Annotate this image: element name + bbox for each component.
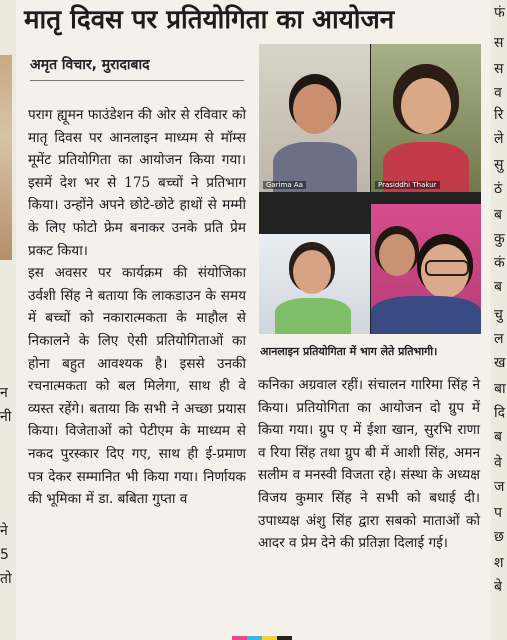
print-registration-marks	[232, 636, 292, 640]
edge-fragment: ब	[494, 429, 502, 445]
edge-fragment: ब	[494, 207, 502, 223]
edge-fragment: प	[494, 505, 502, 521]
edge-fragment: ठं	[494, 181, 503, 197]
adjacent-column-right	[491, 0, 507, 640]
edge-fragment: ने	[0, 523, 8, 539]
edge-fragment: दि	[494, 405, 506, 421]
edge-fragment: बा	[494, 381, 506, 397]
edge-fragment: बे	[494, 579, 502, 595]
paragraph: कनिका अग्रवाल रहीं। संचालन गारिमा सिंह ने किया। प्रतियोगिता का आयोजन दो ग्रुप में किया गया। ग्रुप ए में ईशा खान, सुरभि राणा व रिया सिंह तथा ग्रुप बी में आशी सिंह, अमन सलीम व मनस्वी विजता रहे। संस्था के अध्यक्ष विजय कुमार सिंह ने सभी को बधाई दी। उपाध्यक्ष अंशु सिंह द्वारा सबको माताओं को आदर व प्रेम देने की प्रतिज्ञा दिलाई गई।	[258, 377, 480, 552]
edge-fragment: रि	[494, 107, 504, 123]
headline: मातृ दिवस पर प्रतियोगिता का आयोजन	[24, 5, 395, 35]
photo-caption: आनलाइन प्रतियोगिता में भाग लेते प्रतिभागी।	[260, 345, 438, 358]
edge-fragment: कं	[494, 255, 505, 271]
edge-fragment: छ	[494, 529, 504, 545]
edge-fragment: ख	[494, 355, 506, 371]
adjacent-column-left	[0, 0, 16, 640]
article-column-1	[28, 104, 246, 511]
edge-fragment: न	[0, 385, 8, 401]
edge-fragment: ज	[494, 479, 505, 495]
edge-fragment: स	[494, 61, 504, 77]
edge-fragment: 5	[0, 547, 9, 563]
participant-tile	[259, 234, 370, 334]
video-call-photo	[259, 44, 481, 334]
byline: अमृत विचार, मुरादाबाद	[30, 57, 150, 73]
participant-tile	[371, 44, 481, 192]
edge-fragment: वे	[494, 455, 502, 471]
participant-tile	[371, 204, 481, 334]
edge-fragment: श	[494, 555, 504, 571]
edge-fragment: ब	[494, 279, 502, 295]
edge-fragment: फं	[494, 5, 505, 21]
paragraph: इस अवसर पर कार्यक्रम की संयोजिका उर्वशी सिंह ने बताया कि लाकडाउन के समय में बच्चों को नकारात्मकता के माहौल से निकालने के लिए ऐसी प्रतियोगिताओं का होना बहुत आवश्यक है। इससे उनकी रचनात्मकता को बल मिलेगा, साथ ही वे व्यस्त रहेंगे। बताया कि सभी ने अच्छा प्रयास किया। विजेताओं को पेटीएम के माध्यम से नकद पुरस्कार दिए गए, साथ ही ई-प्रमाण पत्र देकर सम्मानित भी किया गया। निर्णायक की भूमिका में डा. बबिता गुप्ता व	[28, 265, 246, 508]
edge-fragment: व	[494, 85, 502, 101]
edge-fragment: सु	[494, 157, 504, 173]
edge-fragment: नी	[0, 409, 12, 425]
participant-name: Garima Aa	[263, 181, 306, 189]
edge-fragment: स	[494, 35, 504, 51]
edge-fragment: ल	[494, 331, 504, 347]
edge-fragment: चु	[494, 307, 503, 323]
edge-fragment: ले	[494, 131, 504, 147]
edge-fragment: कु	[494, 231, 505, 247]
byline-divider	[30, 80, 244, 81]
adjacent-photo-fragment	[0, 55, 12, 260]
glasses-icon	[425, 260, 469, 276]
article-column-2	[258, 374, 480, 555]
paragraph: पराग ह्यूमन फाउंडेशन की ओर से रविवार को मातृ दिवस पर आनलाइन माध्यम से मॉम्स मूमेंट प्रतियोगिता का आयोजन किया गया। इसमें देश भर से 175 बच्चों ने प्रतिभाग किया। उन्होंने अपने छोटे-छोटे हाथों से मम्मी के लिए फोटो फ्रेम बनाकर उनके प्रति प्रेम प्रकट किया।	[28, 107, 246, 259]
participant-tile	[259, 44, 370, 192]
edge-fragment: तो	[0, 571, 12, 587]
participant-name: Prasiddhi Thakur	[375, 181, 440, 189]
